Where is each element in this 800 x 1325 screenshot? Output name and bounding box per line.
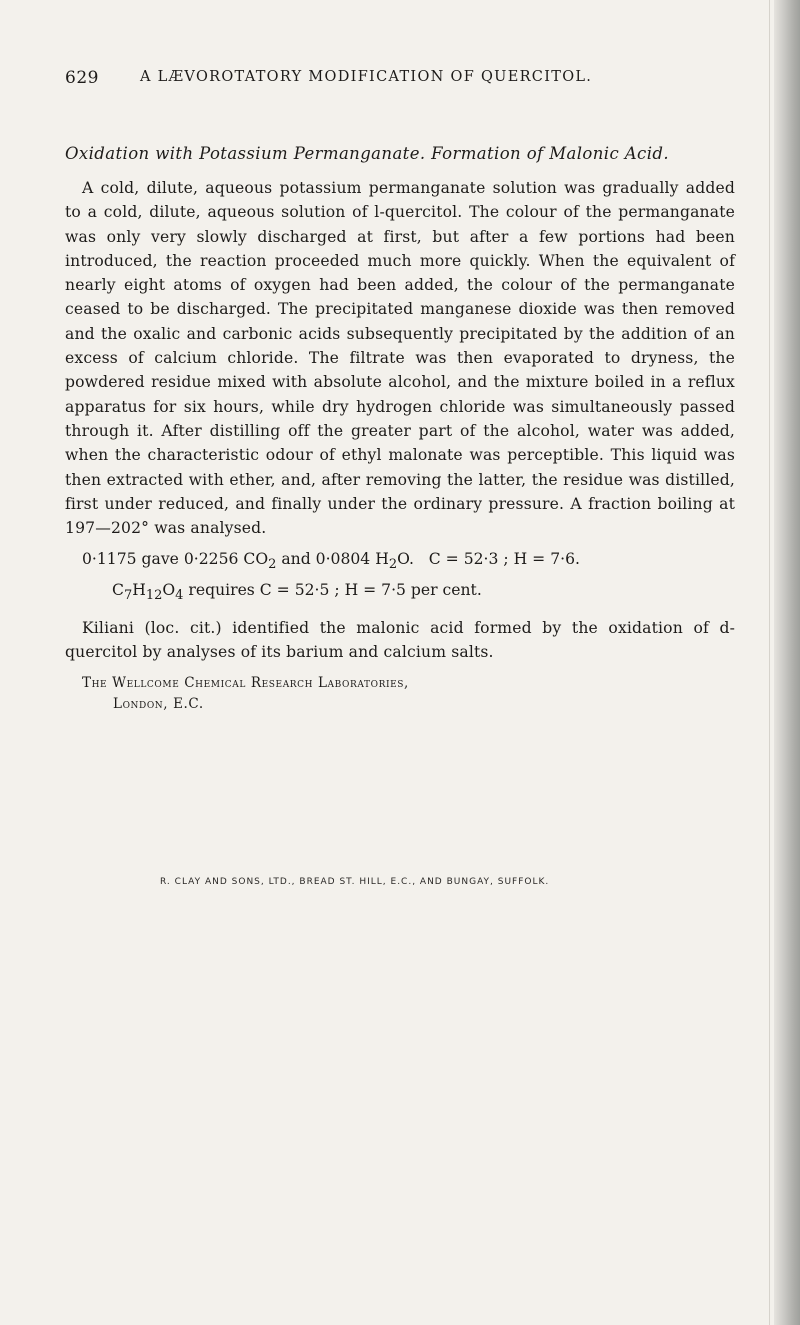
page-gutter-line	[769, 0, 770, 1325]
found-hydrogen: H = 7·6.	[513, 550, 580, 569]
co2-weight: 0·2256	[183, 550, 239, 569]
body-paragraph-kiliani: Kiliani (loc. cit.) identified the malonic acid formed by the oxidation of d-quercitol by analyses of its barium and calcium salts.	[65, 618, 735, 661]
page-number: 629	[65, 68, 99, 88]
page-body	[65, 142, 735, 715]
affiliation	[65, 673, 735, 715]
required-carbon: C = 52·5 ;	[259, 580, 340, 599]
analysis-found-line	[65, 547, 735, 577]
analysis-results	[65, 547, 735, 607]
printer-imprint: R. CLAY AND SONS, LTD., BREAD ST. HILL, E.C., AND BUNGAY, SUFFOLK.	[160, 877, 550, 887]
body-paragraph-oxidation: A cold, dilute, aqueous potassium permanganate solution was gradually added to a cold, dilute, aqueous solution of l-quercitol. The colour of the permanganate was only very slowly discharged at first, but after a few portions had been introduced, the reaction proceeded much more quickly. When the equivalent of nearly eight atoms of oxygen had been added, the colour of the permanganate ceased to be discharged. The precipitated manganese dioxide was then removed and the oxalic and carbonic acids subsequently precipitated by the addition of an excess of calcium chloride. The filtrate was then evaporated to dryness, the powdered residue mixed with absolute alcohol, and the mixture boiled in a reflux apparatus for six hours, while dry hydrogen chloride was simultaneously passed through it. After distilling off the greater part of the alcohol, water was added, when the characteristic odour of ethyl malonate was perceptible. This liquid was then extracted with ether, and, after removing the latter, the residue was distilled, first under reduced, and finally under the ordinary pressure. A fraction boiling at 197—202° was analysed.	[65, 179, 735, 538]
requires-word: requires	[188, 580, 255, 599]
affiliation-line-2: London, E.C.	[113, 696, 204, 713]
sample-weight: 0·1175	[82, 550, 137, 569]
co2-formula: $CO_2$	[243, 550, 277, 573]
gave-word: gave	[141, 550, 179, 569]
section-heading: Oxidation with Potassium Permanganate. Formation of Malonic Acid.	[65, 144, 669, 163]
found-carbon: C = 52·3 ;	[428, 550, 509, 569]
affiliation-line-1: The Wellcome Chemical Research Laboratories,	[82, 675, 409, 692]
page-binding-edge	[774, 0, 800, 1325]
h2o-formula: $H_2O$.	[375, 550, 414, 573]
page-header	[65, 68, 735, 98]
running-title: A LÆVOROTATORY MODIFICATION OF QUERCITOL.	[140, 69, 593, 85]
analysis-required-line	[65, 578, 735, 608]
h2o-weight: 0·0804	[315, 550, 371, 569]
molecular-formula: $C_7H_{12}O_4$	[112, 580, 184, 603]
and-word: and	[281, 550, 311, 569]
required-hydrogen: H = 7·5 per cent.	[344, 580, 482, 599]
